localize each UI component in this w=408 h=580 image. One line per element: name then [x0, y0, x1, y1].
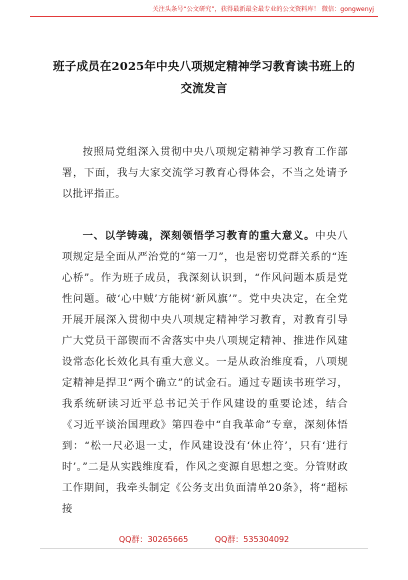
intro-paragraph: 按照局党组深入贯彻中央八项规定精神学习教育工作部署，下面，我与大家交流学习教育心得体会，不当之处请予以批评指正。: [62, 146, 348, 200]
footer-qq-group-2: QQ群：535304092: [214, 535, 290, 544]
section-1-heading: 一、以学铸魂，深刻领悟学习教育的重大意义。: [82, 230, 316, 242]
section-1-body: 中央八项规定是全面从严治党的“第一刀”，也是密切党群关系的“连心桥”。作为班子成员，我深刻认识到，“作风问题本质是党性问题。破‘心中贼’方能树‘新风旗’”。党中央决定，在全党开展开展深入贯彻中央八项规定精神学习教育，对教育引导广大党员干部锲而不舍落实中央八项规定精神、推进作风建设常态化长效化具有重大意义。一是从政治维度看，八项规定精神是捍卫“两个确立”的试金石。通过专题读书班学习，我系统研读习近平总书记关于作风建设的重要论述，结合《习近平谈治国理政》第四卷中“自我革命”专章，深刻体悟到：“松一尺必退一丈，作风建设没有‘休止符’，只有‘进行时’。”二是从实践维度看，作风之变源自思想之变。分管财政工作期间，我牵头制定《公务支出负面清单20条》，将“超标接: [62, 230, 348, 515]
section-1-paragraph: [62, 226, 348, 520]
header-banner-text: 关注头条号“公文研究”，获得最新最全最专业的公文资料库！ 微信：gongwenyj: [152, 6, 374, 13]
header-banner: [30, 4, 378, 17]
document-title: [40, 55, 368, 99]
title-line-2: 交流发言: [180, 81, 228, 95]
title-line-1: 班子成员在2025年中央八项规定精神学习教育读书班上的: [53, 59, 355, 73]
footer-qq-group-1: QQ群：30265665: [118, 535, 189, 544]
footer: [0, 533, 408, 547]
footer-divider: [40, 548, 368, 549]
document-body: [62, 142, 348, 520]
